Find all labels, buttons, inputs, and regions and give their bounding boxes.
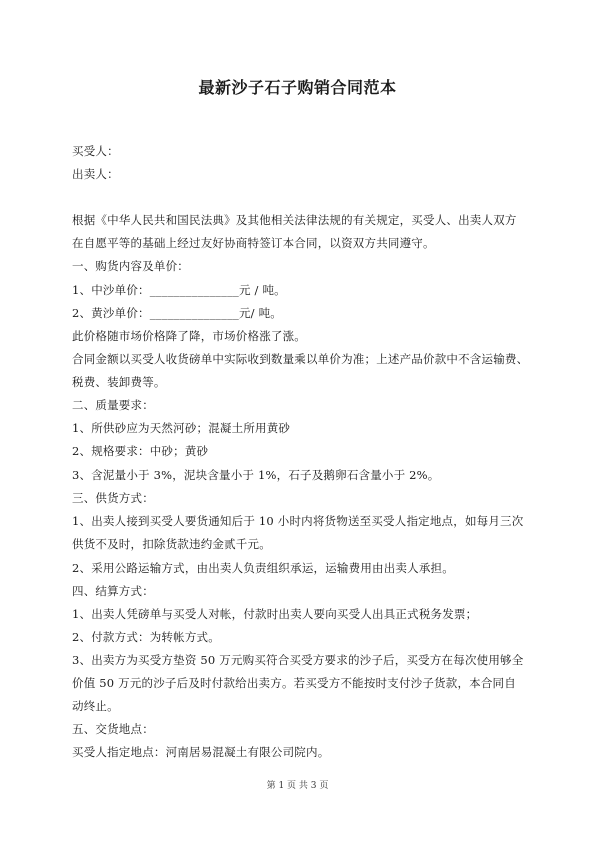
section-3-item-2: 2、采用公路运输方式，由出卖人负责组织承运，运输费用由出卖人承担。	[72, 561, 454, 575]
section-4-item-3-line-3: 动终止。	[72, 699, 119, 713]
section-1-total-line-1: 合同金额以买受人收货磅单中实际收到数量乘以单价为准；上述产品价款中不含运输费、	[72, 352, 529, 366]
party-seller-line: 出卖人：	[72, 167, 119, 181]
intro-paragraph-line-1: 根据《中华人民共和国民法典》及其他相关法律法规的有关规定，买受人、出卖人双方	[72, 213, 517, 227]
section-2-item-3: 3、含泥量小于 3%，泥块含量小于 1%，石子及鹅卵石含量小于 2%。	[72, 468, 440, 482]
section-4-item-3-line-1: 3、出卖方为买受方垫资 50 万元购买符合买受方要求的沙子后，买受方在每次使用够全	[72, 653, 524, 667]
party-buyer-line: 买受人：	[72, 144, 119, 158]
section-1-heading: 一、购货内容及单价：	[72, 259, 189, 273]
section-5-heading: 五、交货地点：	[72, 722, 154, 736]
intro-paragraph-line-2: 在自愿平等的基础上经过友好协商特签订本合同，以资双方共同遵守。	[72, 236, 435, 250]
section-3-item-1-line-2: 供货不及时，扣除货款违约金贰千元。	[72, 537, 271, 551]
section-4-item-2: 2、付款方式：为转帐方式。	[72, 630, 220, 644]
section-4-item-1: 1、出卖人凭磅单与买受人对帐，付款时出卖人要向买受人出具正式税务发票；	[72, 607, 478, 621]
section-4-heading: 四、结算方式：	[72, 584, 154, 598]
section-1-note: 此价格随市场价格降了降，市场价格涨了涨。	[72, 329, 306, 343]
section-2-item-2: 2、规格要求：中砂；黄砂	[72, 444, 209, 458]
section-2-item-1: 1、所供砂应为天然河砂；混凝土所用黄砂	[72, 421, 291, 435]
document-title: 最新沙子石子购销合同范本	[198, 78, 397, 97]
section-1-item-1: 1、中沙单价：_______________元 / 吨。	[72, 283, 286, 297]
section-3-item-1-line-1: 1、出卖人接到买受人要货通知后于 10 小时内将货物送至买受人指定地点，如每月三次	[72, 514, 524, 528]
page-number: 第 1 页 共 3 页	[266, 781, 329, 791]
section-5-item-1: 买受人指定地点：河南居易混凝土有限公司院内。	[72, 745, 330, 759]
section-3-heading: 三、供货方式：	[72, 491, 154, 505]
section-1-total-line-2: 税费、装卸费等。	[72, 375, 166, 389]
section-1-item-2: 2、黄沙单价：_______________元/ 吨。	[72, 306, 282, 320]
section-2-heading: 二、质量要求：	[72, 398, 154, 412]
section-4-item-3-line-2: 价值 50 万元的沙子后及时付款给出卖方。若买受方不能按时支付沙子货款，本合同自	[72, 676, 516, 690]
